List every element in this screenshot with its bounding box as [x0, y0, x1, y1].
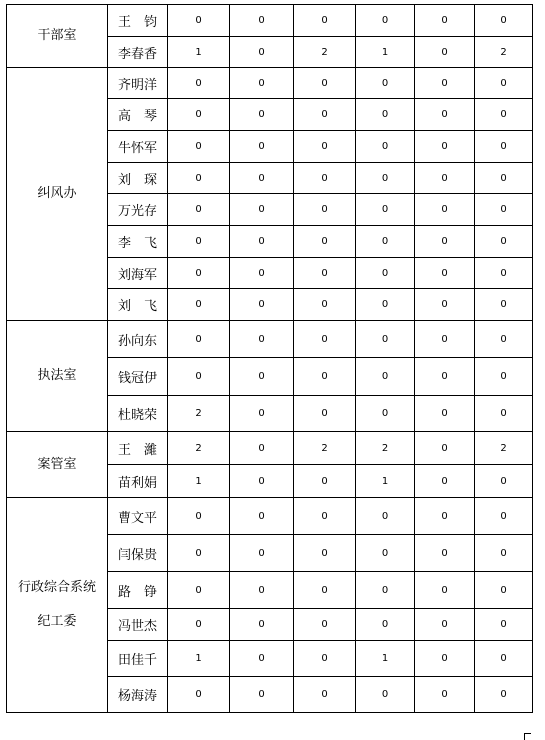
- count-cell: 0: [294, 258, 356, 289]
- count-cell: 0: [415, 194, 475, 226]
- count-cell: 0: [475, 258, 533, 289]
- count-cell: 0: [168, 321, 230, 358]
- count-cell: 0: [415, 258, 475, 289]
- count-cell: 0: [356, 498, 415, 535]
- count-cell: 0: [294, 535, 356, 572]
- dept-cell: [7, 321, 108, 432]
- count-cell: 0: [415, 396, 475, 432]
- count-cell: 0: [475, 465, 533, 498]
- count-cell: 0: [356, 194, 415, 226]
- dept-name-line: 干部室: [37, 28, 77, 43]
- count-cell: 0: [168, 609, 230, 641]
- count-cell: 0: [475, 68, 533, 99]
- count-cell: 0: [230, 677, 294, 713]
- person-name-cell: 钱冠伊: [108, 358, 168, 396]
- count-cell: 0: [168, 498, 230, 535]
- person-name-cell: 刘海军: [108, 258, 168, 289]
- count-cell: 0: [356, 5, 415, 37]
- count-cell: 0: [415, 498, 475, 535]
- disciplinary-stats-table: [6, 4, 533, 713]
- count-cell: 0: [356, 677, 415, 713]
- count-cell: 0: [230, 358, 294, 396]
- count-cell: 0: [294, 99, 356, 131]
- dept-cell: [7, 68, 108, 321]
- count-cell: 0: [356, 535, 415, 572]
- count-cell: 0: [294, 498, 356, 535]
- count-cell: 0: [415, 5, 475, 37]
- count-cell: 0: [294, 641, 356, 677]
- count-cell: 0: [415, 321, 475, 358]
- count-cell: 0: [356, 163, 415, 194]
- count-cell: 0: [230, 131, 294, 163]
- count-cell: 0: [415, 572, 475, 609]
- person-name-cell: 王 钧: [108, 5, 168, 37]
- count-cell: 0: [168, 131, 230, 163]
- count-cell: 0: [356, 258, 415, 289]
- count-cell: 0: [475, 99, 533, 131]
- count-cell: 0: [230, 68, 294, 99]
- count-cell: 0: [356, 572, 415, 609]
- count-cell: 0: [230, 37, 294, 68]
- person-name-cell: 高 琴: [108, 99, 168, 131]
- count-cell: 0: [230, 535, 294, 572]
- count-cell: 0: [230, 163, 294, 194]
- count-cell: 0: [475, 641, 533, 677]
- count-cell: 2: [356, 432, 415, 465]
- table-row: [7, 498, 533, 535]
- count-cell: 0: [415, 609, 475, 641]
- count-cell: 0: [475, 226, 533, 258]
- person-name-cell: 齐明洋: [108, 68, 168, 99]
- table-row: [7, 432, 533, 465]
- person-name-cell: 闫保贵: [108, 535, 168, 572]
- count-cell: 0: [475, 358, 533, 396]
- count-cell: 0: [415, 677, 475, 713]
- count-cell: 0: [356, 99, 415, 131]
- count-cell: 0: [475, 131, 533, 163]
- count-cell: 1: [168, 37, 230, 68]
- count-cell: 2: [475, 37, 533, 68]
- count-cell: 2: [168, 432, 230, 465]
- count-cell: 0: [230, 465, 294, 498]
- count-cell: 0: [230, 498, 294, 535]
- person-name-cell: 刘 飞: [108, 289, 168, 321]
- count-cell: 0: [475, 396, 533, 432]
- count-cell: 0: [475, 289, 533, 321]
- dept-cell: [7, 5, 108, 68]
- count-cell: 1: [356, 465, 415, 498]
- count-cell: 0: [230, 396, 294, 432]
- count-cell: 0: [230, 432, 294, 465]
- count-cell: 0: [475, 609, 533, 641]
- count-cell: 0: [294, 321, 356, 358]
- dept-name-line: 纠风办: [37, 186, 77, 201]
- count-cell: 0: [294, 677, 356, 713]
- count-cell: 0: [230, 572, 294, 609]
- count-cell: 2: [294, 37, 356, 68]
- count-cell: 0: [168, 535, 230, 572]
- dept-cell: [7, 432, 108, 498]
- count-cell: 0: [230, 5, 294, 37]
- count-cell: 0: [168, 677, 230, 713]
- count-cell: 0: [168, 194, 230, 226]
- count-cell: 0: [230, 641, 294, 677]
- dept-cell: [7, 498, 108, 713]
- count-cell: 1: [168, 641, 230, 677]
- count-cell: 0: [230, 321, 294, 358]
- count-cell: 0: [356, 289, 415, 321]
- person-name-cell: 田佳千: [108, 641, 168, 677]
- count-cell: 0: [294, 358, 356, 396]
- person-name-cell: 孙向东: [108, 321, 168, 358]
- dept-name-line: 案管室: [37, 456, 77, 472]
- count-cell: 0: [415, 289, 475, 321]
- count-cell: 1: [168, 465, 230, 498]
- count-cell: 0: [356, 609, 415, 641]
- count-cell: 1: [356, 641, 415, 677]
- table-row: [7, 321, 533, 358]
- count-cell: 0: [415, 358, 475, 396]
- count-cell: 0: [168, 289, 230, 321]
- count-cell: 0: [475, 321, 533, 358]
- count-cell: 0: [415, 226, 475, 258]
- count-cell: 0: [475, 498, 533, 535]
- count-cell: 0: [168, 572, 230, 609]
- count-cell: 0: [415, 131, 475, 163]
- count-cell: 0: [230, 609, 294, 641]
- table-row: [7, 68, 533, 99]
- person-name-cell: 杜晓荣: [108, 396, 168, 432]
- table-body: [7, 5, 533, 713]
- count-cell: 0: [168, 226, 230, 258]
- count-cell: 0: [230, 226, 294, 258]
- count-cell: 0: [168, 68, 230, 99]
- count-cell: 0: [356, 68, 415, 99]
- person-name-cell: 李春香: [108, 37, 168, 68]
- count-cell: 0: [415, 68, 475, 99]
- count-cell: 0: [230, 99, 294, 131]
- count-cell: 0: [415, 465, 475, 498]
- person-name-cell: 路 铮: [108, 572, 168, 609]
- person-name-cell: 李 飞: [108, 226, 168, 258]
- dept-name-line: 行政综合系统: [17, 580, 96, 595]
- count-cell: 0: [415, 37, 475, 68]
- count-cell: 0: [168, 99, 230, 131]
- count-cell: 0: [294, 5, 356, 37]
- person-name-cell: 万光存: [108, 194, 168, 226]
- count-cell: 0: [475, 535, 533, 572]
- count-cell: 0: [415, 535, 475, 572]
- count-cell: 0: [415, 641, 475, 677]
- count-cell: 0: [294, 163, 356, 194]
- person-name-cell: 刘 琛: [108, 163, 168, 194]
- count-cell: 0: [168, 358, 230, 396]
- person-name-cell: 王 濰: [108, 432, 168, 465]
- person-name-cell: 曹文平: [108, 498, 168, 535]
- dept-name-line: 纪工委: [37, 614, 77, 629]
- count-cell: 0: [475, 572, 533, 609]
- count-cell: 0: [475, 163, 533, 194]
- count-cell: 0: [294, 131, 356, 163]
- count-cell: 0: [356, 321, 415, 358]
- count-cell: 0: [415, 163, 475, 194]
- person-name-cell: 杨海涛: [108, 677, 168, 713]
- count-cell: 0: [475, 677, 533, 713]
- table-row: [7, 5, 533, 37]
- count-cell: 0: [294, 226, 356, 258]
- count-cell: 0: [294, 609, 356, 641]
- count-cell: 0: [356, 226, 415, 258]
- count-cell: 0: [475, 5, 533, 37]
- count-cell: 0: [294, 396, 356, 432]
- count-cell: 1: [356, 37, 415, 68]
- page-corner-mark: [524, 733, 531, 740]
- person-name-cell: 牛怀军: [108, 131, 168, 163]
- count-cell: 0: [230, 194, 294, 226]
- count-cell: 0: [356, 131, 415, 163]
- count-cell: 2: [475, 432, 533, 465]
- count-cell: 0: [168, 258, 230, 289]
- dept-name-line: 执法室: [37, 368, 77, 383]
- count-cell: 0: [356, 358, 415, 396]
- count-cell: 0: [230, 258, 294, 289]
- count-cell: 0: [294, 68, 356, 99]
- count-cell: 0: [294, 465, 356, 498]
- count-cell: 0: [230, 289, 294, 321]
- count-cell: 0: [294, 289, 356, 321]
- count-cell: 0: [475, 194, 533, 226]
- count-cell: 0: [415, 99, 475, 131]
- count-cell: 0: [168, 163, 230, 194]
- count-cell: 0: [168, 5, 230, 37]
- count-cell: 2: [168, 396, 230, 432]
- count-cell: 0: [356, 396, 415, 432]
- count-cell: 0: [294, 194, 356, 226]
- count-cell: 2: [294, 432, 356, 465]
- person-name-cell: 冯世杰: [108, 609, 168, 641]
- count-cell: 0: [294, 572, 356, 609]
- count-cell: 0: [415, 432, 475, 465]
- person-name-cell: 苗利娟: [108, 465, 168, 498]
